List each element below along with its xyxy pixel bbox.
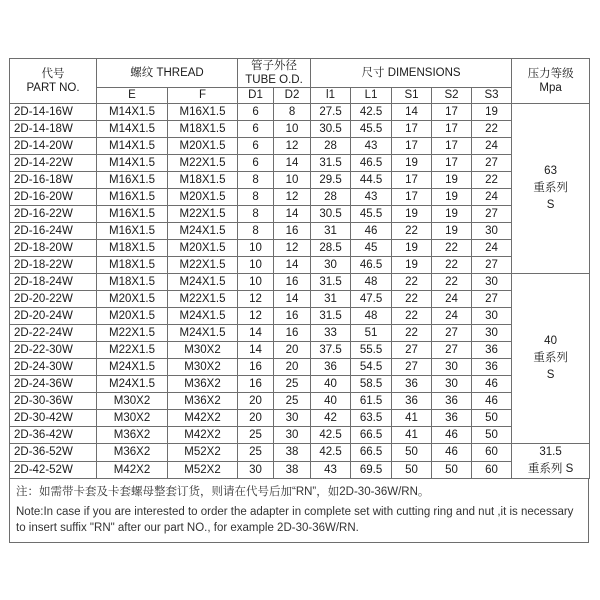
footnote	[9, 479, 589, 543]
table-row	[10, 359, 590, 376]
table-cell: M30X2	[168, 359, 238, 376]
table-cell: 30	[432, 376, 472, 393]
table-cell: M24X1.5	[97, 376, 168, 393]
table-cell: 37.5	[311, 342, 351, 359]
table-cell: 6	[238, 138, 274, 155]
part-number-cell: 2D-14-16W	[10, 104, 97, 121]
table-cell: 43	[311, 461, 351, 479]
table-cell: M14X1.5	[97, 138, 168, 155]
table-cell: 47.5	[351, 291, 392, 308]
table-row	[10, 393, 590, 410]
part-number-cell: 2D-20-24W	[10, 308, 97, 325]
table-cell: 22	[472, 172, 512, 189]
table-cell: M24X1.5	[168, 274, 238, 291]
table-cell: 8	[238, 172, 274, 189]
table-cell: M36X2	[97, 427, 168, 444]
table-cell: 38	[274, 444, 311, 462]
table-cell: 17	[392, 121, 432, 138]
table-cell: M24X1.5	[97, 359, 168, 376]
table-cell: 24	[432, 291, 472, 308]
table-row	[10, 274, 590, 291]
part-number-cell: 2D-16-22W	[10, 206, 97, 223]
table-cell: 10	[238, 240, 274, 257]
table-cell: 14	[274, 206, 311, 223]
table-cell: M22X1.5	[97, 325, 168, 342]
table-cell: M30X2	[97, 410, 168, 427]
part-number-cell: 2D-18-24W	[10, 274, 97, 291]
table-row	[10, 444, 590, 462]
table-cell: 10	[274, 172, 311, 189]
table-cell: M42X2	[97, 461, 168, 479]
table-cell: 69.5	[351, 461, 392, 479]
pressure-rating-cell	[512, 444, 590, 479]
part-number-cell: 2D-16-24W	[10, 223, 97, 240]
table-cell: 30	[432, 359, 472, 376]
table-cell: 17	[392, 172, 432, 189]
table-cell: 66.5	[351, 427, 392, 444]
table-cell: 19	[432, 189, 472, 206]
table-cell: M30X2	[97, 393, 168, 410]
table-cell: 22	[472, 121, 512, 138]
table-cell: 25	[274, 376, 311, 393]
table-cell: M16X1.5	[97, 172, 168, 189]
table-cell: 10	[274, 121, 311, 138]
col-header-l1-upper: L1	[351, 88, 392, 104]
table-row	[10, 104, 590, 121]
pressure-value: 31.5	[539, 446, 562, 458]
table-cell: 27	[472, 291, 512, 308]
part-number-cell: 2D-20-22W	[10, 291, 97, 308]
table-cell: 66.5	[351, 444, 392, 462]
table-cell: 12	[274, 138, 311, 155]
table-cell: 60	[472, 461, 512, 479]
table-row	[10, 172, 590, 189]
table-cell: 46	[472, 376, 512, 393]
table-cell: 28	[311, 138, 351, 155]
col-header-s1: S1	[392, 88, 432, 104]
part-number-cell: 2D-24-36W	[10, 376, 97, 393]
table-cell: 46	[351, 223, 392, 240]
table-body	[10, 104, 590, 479]
table-cell: 19	[392, 240, 432, 257]
table-cell: M18X1.5	[168, 121, 238, 138]
table-row	[10, 427, 590, 444]
col-header-s2: S2	[432, 88, 472, 104]
table-cell: M24X1.5	[168, 308, 238, 325]
table-cell: 16	[238, 359, 274, 376]
part-number-cell: 2D-22-30W	[10, 342, 97, 359]
pressure-header	[512, 59, 590, 104]
table-cell: 30	[238, 461, 274, 479]
table-cell: 46	[432, 444, 472, 462]
part-number-cell: 2D-16-18W	[10, 172, 97, 189]
table-cell: 46	[432, 427, 472, 444]
table-cell: 63.5	[351, 410, 392, 427]
spec-sheet	[9, 58, 589, 543]
table-cell: 14	[238, 325, 274, 342]
table-cell: 22	[392, 308, 432, 325]
table-row	[10, 461, 590, 479]
pressure-series: 重系列 S	[527, 463, 574, 475]
table-cell: 16	[274, 274, 311, 291]
table-cell: 46.5	[351, 155, 392, 172]
table-cell: 22	[432, 257, 472, 274]
table-cell: 36	[432, 410, 472, 427]
col-header-e: E	[97, 88, 168, 104]
table-cell: 22	[392, 223, 432, 240]
table-cell: 27.5	[311, 104, 351, 121]
table-cell: M36X2	[168, 393, 238, 410]
table-cell: 54.5	[351, 359, 392, 376]
table-cell: 40	[311, 376, 351, 393]
table-cell: 50	[392, 444, 432, 462]
table-cell: 20	[274, 359, 311, 376]
pressure-series: 重系列	[533, 182, 568, 194]
table-cell: M14X1.5	[97, 155, 168, 172]
part-number-cell: 2D-24-30W	[10, 359, 97, 376]
table-row	[10, 308, 590, 325]
pressure-value: 63	[544, 165, 557, 177]
pressure-series-letter: S	[546, 369, 555, 381]
table-cell: 12	[238, 308, 274, 325]
part-number-cell: 2D-42-52W	[10, 461, 97, 479]
table-cell: 27	[392, 359, 432, 376]
table-cell: 45.5	[351, 121, 392, 138]
table-cell: 24	[472, 189, 512, 206]
table-cell: 55.5	[351, 342, 392, 359]
table-cell: 61.5	[351, 393, 392, 410]
table-cell: M22X1.5	[168, 257, 238, 274]
table-cell: 31.5	[311, 274, 351, 291]
table-row	[10, 223, 590, 240]
table-cell: 12	[274, 240, 311, 257]
table-cell: 50	[472, 427, 512, 444]
table-cell: 42.5	[311, 444, 351, 462]
table-cell: 17	[432, 138, 472, 155]
table-cell: M22X1.5	[168, 206, 238, 223]
table-cell: M16X1.5	[97, 206, 168, 223]
table-cell: 31.5	[311, 308, 351, 325]
table-cell: 24	[472, 240, 512, 257]
table-cell: M18X1.5	[97, 240, 168, 257]
table-row	[10, 206, 590, 223]
col-header-f: F	[168, 88, 238, 104]
pressure-value: 40	[544, 335, 557, 347]
table-cell: 14	[238, 342, 274, 359]
part-number-cell: 2D-18-20W	[10, 240, 97, 257]
table-cell: M22X1.5	[168, 291, 238, 308]
table-cell: 19	[392, 206, 432, 223]
table-cell: M22X1.5	[168, 155, 238, 172]
table-cell: 8	[238, 206, 274, 223]
footnote-cn: 注：如需带卡套及卡套螺母整套订货，则请在代号后加“RN”，如2D-30-36W/RN。	[16, 486, 430, 498]
table-row	[10, 257, 590, 274]
table-cell: 58.5	[351, 376, 392, 393]
table-cell: M20X1.5	[97, 308, 168, 325]
part-number-cell: 2D-36-42W	[10, 427, 97, 444]
table-cell: 42.5	[311, 427, 351, 444]
table-cell: 25	[274, 393, 311, 410]
table-cell: 27	[472, 257, 512, 274]
table-cell: 42	[311, 410, 351, 427]
footnote-en: Note:In case if you are interested to order the adapter in complete set with cutting ring and nut ,it is necessary to insert suffix "RN" after our part NO., for example 2D-30-36W/RN.	[16, 506, 574, 534]
pressure-rating-cell	[512, 274, 590, 444]
thread-header: 螺纹 THREAD	[97, 59, 238, 88]
table-cell: 25	[238, 427, 274, 444]
table-cell: 24	[432, 308, 472, 325]
table-cell: 10	[238, 274, 274, 291]
table-cell: 33	[311, 325, 351, 342]
table-cell: M20X1.5	[168, 240, 238, 257]
col-header-l1-lower: l1	[311, 88, 351, 104]
table-cell: 16	[274, 223, 311, 240]
table-cell: 19	[392, 257, 432, 274]
table-cell: 45.5	[351, 206, 392, 223]
table-cell: 31	[311, 223, 351, 240]
col-header-d1: D1	[238, 88, 274, 104]
table-cell: 6	[238, 155, 274, 172]
table-cell: 42.5	[351, 104, 392, 121]
table-cell: M36X2	[168, 376, 238, 393]
pressure-rating-cell	[512, 104, 590, 274]
table-cell: 22	[432, 274, 472, 291]
part-no-header-en: PART NO.	[26, 82, 80, 94]
part-number-cell: 2D-14-18W	[10, 121, 97, 138]
table-cell: 24	[472, 138, 512, 155]
table-cell: 20	[274, 342, 311, 359]
table-cell: 16	[274, 325, 311, 342]
table-cell: 19	[472, 104, 512, 121]
table-cell: M20X1.5	[168, 138, 238, 155]
table-cell: 14	[274, 291, 311, 308]
table-cell: 27	[472, 206, 512, 223]
table-cell: 27	[472, 155, 512, 172]
part-number-cell: 2D-22-24W	[10, 325, 97, 342]
table-cell: 30	[274, 410, 311, 427]
table-cell: 45	[351, 240, 392, 257]
table-cell: M42X2	[168, 410, 238, 427]
table-cell: 19	[392, 155, 432, 172]
table-cell: 28.5	[311, 240, 351, 257]
table-cell: M52X2	[168, 461, 238, 479]
table-cell: 14	[274, 257, 311, 274]
table-cell: M14X1.5	[97, 104, 168, 121]
dimensions-table	[9, 58, 590, 479]
table-cell: 22	[432, 240, 472, 257]
dimensions-header: 尺寸 DIMENSIONS	[311, 59, 512, 88]
table-cell: 27	[392, 342, 432, 359]
table-row	[10, 325, 590, 342]
table-cell: 30	[472, 274, 512, 291]
table-cell: 19	[432, 206, 472, 223]
table-row	[10, 138, 590, 155]
table-cell: 43	[351, 138, 392, 155]
table-cell: 29.5	[311, 172, 351, 189]
table-cell: 6	[238, 121, 274, 138]
table-cell: 14	[274, 155, 311, 172]
table-cell: 48	[351, 308, 392, 325]
table-cell: M16X1.5	[97, 223, 168, 240]
table-row	[10, 410, 590, 427]
table-cell: 22	[392, 325, 432, 342]
part-no-header	[10, 59, 97, 104]
table-cell: 38	[274, 461, 311, 479]
pressure-header-cn: 压力等级	[527, 68, 574, 80]
table-cell: M18X1.5	[97, 274, 168, 291]
part-number-cell: 2D-18-22W	[10, 257, 97, 274]
table-cell: 60	[472, 444, 512, 462]
table-cell: 50	[432, 461, 472, 479]
table-cell: 40	[311, 393, 351, 410]
table-cell: 20	[238, 410, 274, 427]
table-cell: M18X1.5	[97, 257, 168, 274]
part-number-cell: 2D-14-22W	[10, 155, 97, 172]
table-cell: M20X1.5	[97, 291, 168, 308]
table-cell: 28	[311, 189, 351, 206]
pressure-series: 重系列	[533, 352, 568, 364]
table-cell: 20	[238, 393, 274, 410]
part-number-cell: 2D-30-42W	[10, 410, 97, 427]
table-cell: 17	[392, 189, 432, 206]
table-cell: 50	[472, 410, 512, 427]
table-cell: 27	[432, 342, 472, 359]
table-row	[10, 240, 590, 257]
table-cell: 17	[432, 121, 472, 138]
table-cell: 41	[392, 427, 432, 444]
table-cell: 36	[472, 359, 512, 376]
table-cell: 17	[432, 155, 472, 172]
table-cell: 30	[274, 427, 311, 444]
table-cell: M14X1.5	[97, 121, 168, 138]
table-cell: 48	[351, 274, 392, 291]
table-row	[10, 342, 590, 359]
table-row	[10, 189, 590, 206]
part-no-header-cn: 代号	[41, 68, 65, 80]
table-cell: 46	[472, 393, 512, 410]
table-cell: M36X2	[97, 444, 168, 462]
table-cell: 19	[432, 223, 472, 240]
table-cell: 30	[472, 325, 512, 342]
table-cell: 8	[238, 223, 274, 240]
table-cell: M16X1.5	[168, 104, 238, 121]
table-cell: M24X1.5	[168, 223, 238, 240]
table-row	[10, 291, 590, 308]
table-cell: 30.5	[311, 206, 351, 223]
table-cell: 22	[392, 291, 432, 308]
col-header-d2: D2	[274, 88, 311, 104]
table-cell: 36	[432, 393, 472, 410]
table-cell: 8	[274, 104, 311, 121]
table-cell: 6	[238, 104, 274, 121]
table-cell: M52X2	[168, 444, 238, 462]
part-number-cell: 2D-16-20W	[10, 189, 97, 206]
table-cell: M24X1.5	[168, 325, 238, 342]
table-cell: 36	[472, 342, 512, 359]
table-cell: 25	[238, 444, 274, 462]
table-cell: M22X1.5	[97, 342, 168, 359]
pressure-header-en: Mpa	[539, 82, 562, 94]
table-row	[10, 121, 590, 138]
table-cell: 12	[238, 291, 274, 308]
table-cell: 50	[392, 461, 432, 479]
table-cell: 14	[392, 104, 432, 121]
part-number-cell: 2D-14-20W	[10, 138, 97, 155]
table-cell: 19	[432, 172, 472, 189]
table-cell: 36	[311, 359, 351, 376]
table-cell: M16X1.5	[97, 189, 168, 206]
table-cell: 46.5	[351, 257, 392, 274]
table-cell: 43	[351, 189, 392, 206]
table-cell: 30	[472, 308, 512, 325]
table-cell: M30X2	[168, 342, 238, 359]
table-cell: 31.5	[311, 155, 351, 172]
table-cell: 22	[392, 274, 432, 291]
table-row	[10, 155, 590, 172]
tube-od-header-en: TUBE O.D.	[245, 74, 303, 86]
tube-od-header-cn: 管子外径	[251, 60, 298, 72]
table-row	[10, 376, 590, 393]
table-cell: M42X2	[168, 427, 238, 444]
col-header-s3: S3	[472, 88, 512, 104]
table-cell: 17	[432, 104, 472, 121]
table-cell: 17	[392, 138, 432, 155]
table-cell: 30	[311, 257, 351, 274]
table-cell: 30	[472, 223, 512, 240]
table-cell: 10	[238, 257, 274, 274]
part-number-cell: 2D-30-36W	[10, 393, 97, 410]
table-cell: M18X1.5	[168, 172, 238, 189]
table-cell: 36	[392, 393, 432, 410]
table-cell: 27	[432, 325, 472, 342]
table-cell: 16	[274, 308, 311, 325]
part-number-cell: 2D-36-52W	[10, 444, 97, 462]
table-cell: 16	[238, 376, 274, 393]
table-cell: 51	[351, 325, 392, 342]
table-cell: 44.5	[351, 172, 392, 189]
table-cell: 31	[311, 291, 351, 308]
pressure-series-letter: S	[546, 199, 555, 211]
tube-od-header	[238, 59, 311, 88]
table-cell: 36	[392, 376, 432, 393]
table-cell: 8	[238, 189, 274, 206]
table-cell: 41	[392, 410, 432, 427]
table-cell: M20X1.5	[168, 189, 238, 206]
table-cell: 30.5	[311, 121, 351, 138]
table-cell: 12	[274, 189, 311, 206]
